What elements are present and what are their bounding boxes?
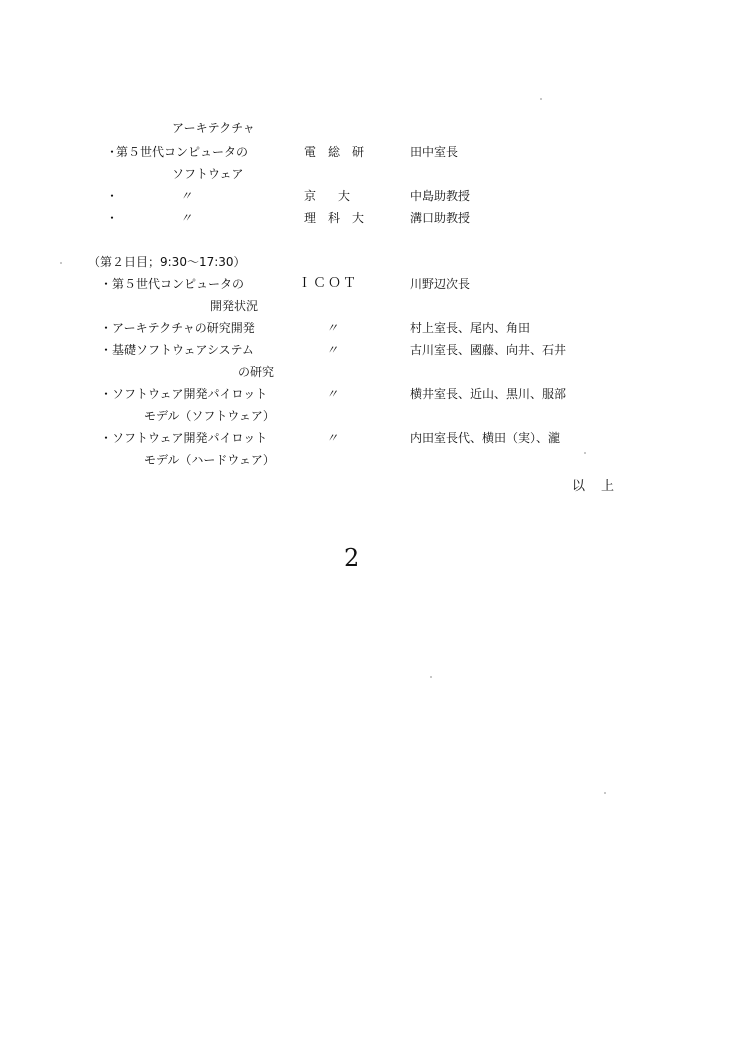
speaker-organization: 京大 [304, 189, 373, 203]
session-topic: ・ソフトウェア開発パイロット [100, 387, 268, 401]
speaker-names: 溝口助教授 [410, 211, 471, 225]
speaker-organization: 電総研 [304, 145, 377, 159]
speaker-names: 古川室長、國藤、向井、石井 [410, 343, 567, 357]
closing-mark: 以上 [572, 479, 631, 494]
bullet: ・ [106, 189, 119, 203]
speaker-names: 内田室長代、横田（実）、瀧 [410, 431, 561, 445]
topic-continuation-architecture: アーキテクチャ [172, 121, 255, 135]
session-topic-line2: ソフトウェア [172, 167, 244, 181]
ditto-mark: 〃 [180, 189, 193, 203]
scan-speck [540, 98, 542, 100]
ditto-mark: 〃 [326, 387, 339, 401]
day2-heading: （第２日目；9:30〜17:30） [88, 255, 246, 269]
scan-speck [584, 452, 586, 454]
speaker-names: 川野辺次長 [410, 277, 471, 291]
session-topic: ・基礎ソフトウェアシステム [100, 343, 254, 357]
session-topic: 第５世代コンピュータの [116, 145, 249, 159]
speaker-names: 村上室長、尾内、角田 [410, 321, 531, 335]
speaker-organization: 理科大 [304, 211, 377, 225]
speaker-organization: ＩＣＯＴ [298, 276, 359, 291]
scan-speck [430, 676, 432, 678]
session-topic-line2: モデル（ハードウェア） [144, 453, 275, 467]
bullet: ・ [106, 145, 119, 159]
ditto-mark: 〃 [180, 211, 193, 225]
scan-speck [60, 262, 62, 264]
session-topic: ・アーキテクチャの研究開発 [100, 321, 255, 335]
scan-speck [604, 792, 606, 794]
session-topic: ・ソフトウェア開発パイロット [100, 431, 268, 445]
session-topic: ・第５世代コンピュータの [100, 277, 245, 291]
session-topic-line2: の研究 [238, 365, 275, 379]
speaker-names: 田中室長 [410, 145, 459, 159]
session-topic-line2: 開発状況 [210, 299, 259, 313]
page-number: 2 [344, 544, 360, 572]
session-topic-line2: モデル（ソフトウェア） [144, 409, 275, 423]
speaker-names: 中島助教授 [410, 189, 471, 203]
ditto-mark: 〃 [326, 321, 339, 335]
ditto-mark: 〃 [326, 343, 339, 357]
bullet: ・ [106, 211, 119, 225]
speaker-names: 横井室長、近山、黒川、服部 [410, 387, 567, 401]
ditto-mark: 〃 [326, 431, 339, 445]
